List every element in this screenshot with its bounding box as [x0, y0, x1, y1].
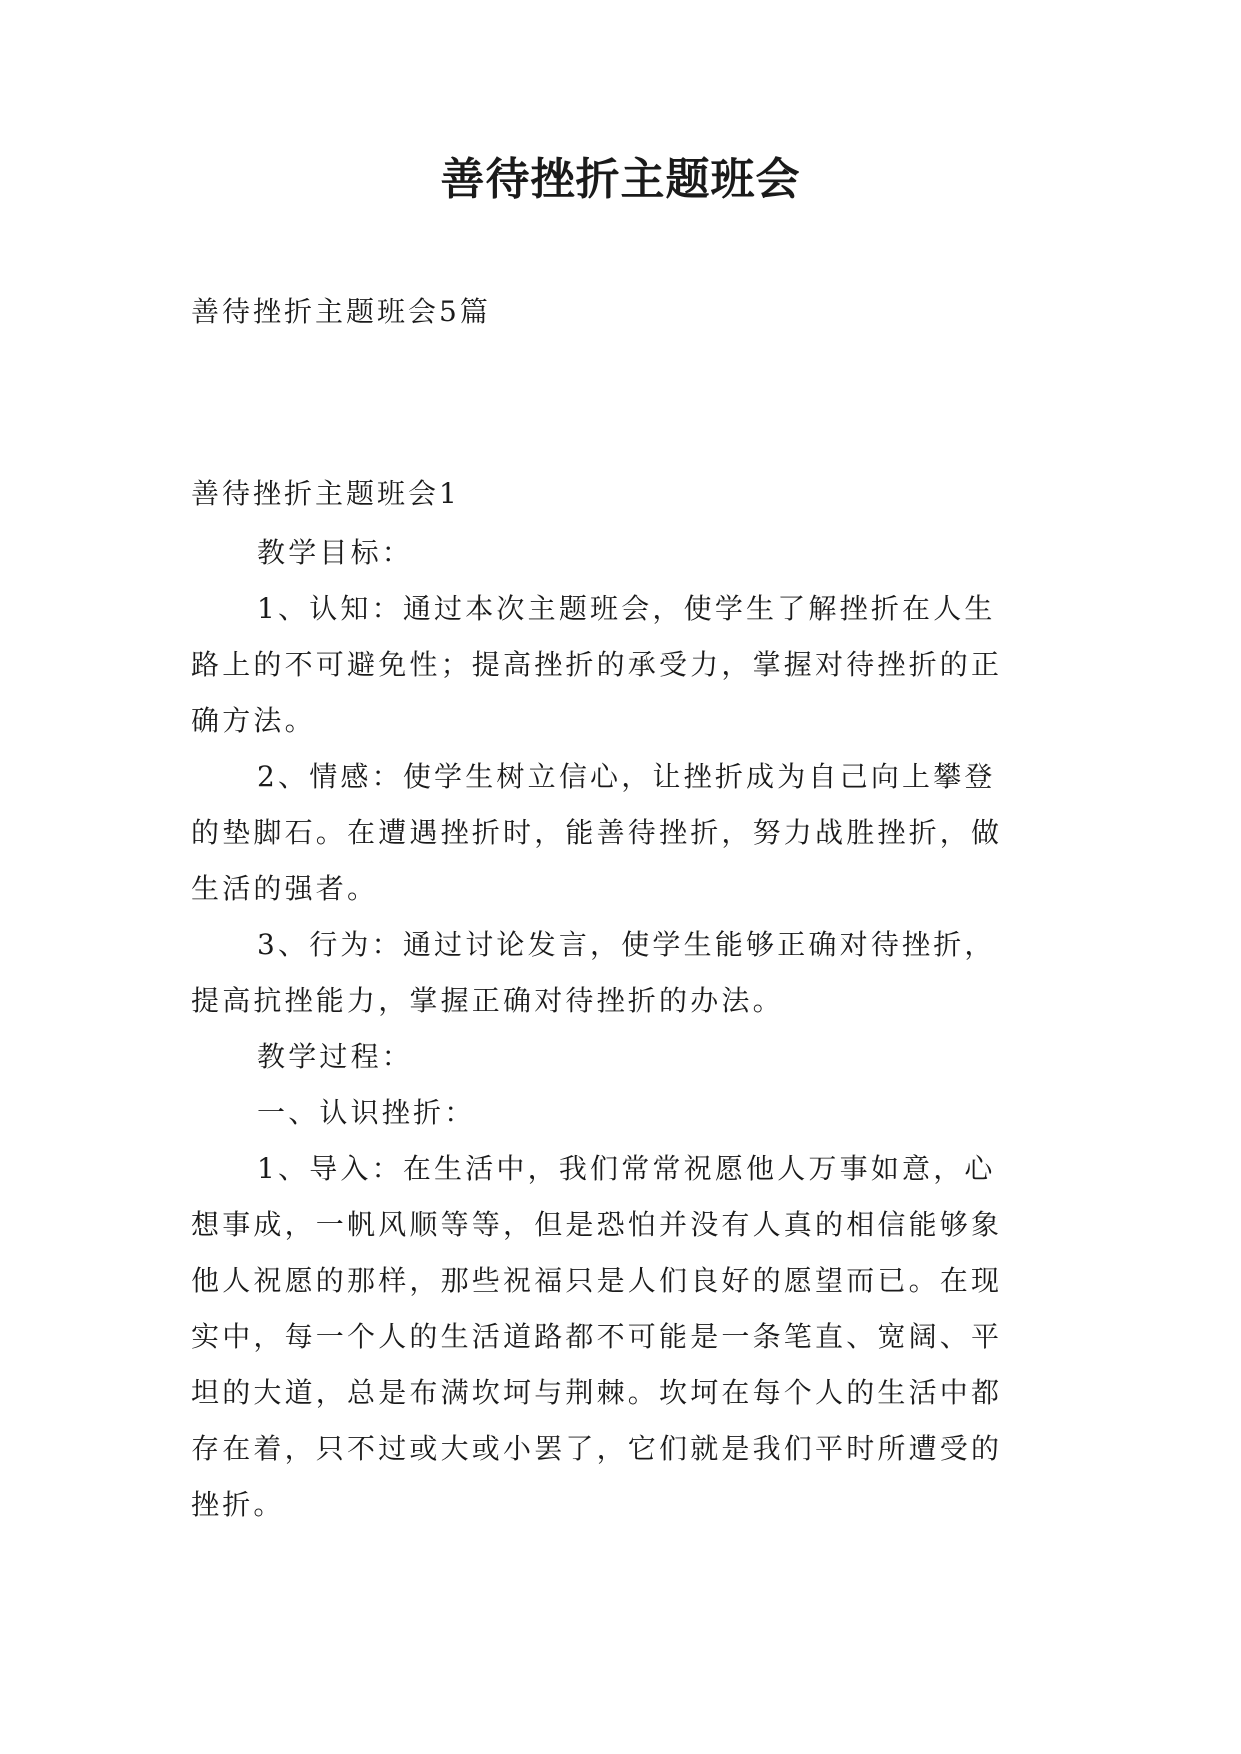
document-title: 善待挫折主题班会	[440, 154, 801, 205]
paragraph-line: 1、导入：在生活中，我们常常祝愿他人万事如意，心	[257, 1152, 996, 1185]
document-body	[191, 525, 1051, 1533]
paragraph-line: 他人祝愿的那样，那些祝福只是人们良好的愿望而已。在现	[191, 1264, 1003, 1297]
paragraph-line: 2、情感：使学生树立信心，让挫折成为自己向上攀登	[257, 760, 996, 793]
paragraph-line: 想事成，一帆风顺等等，但是恐怕并没有人真的相信能够象	[191, 1208, 1003, 1241]
paragraph-line: 3、行为：通过讨论发言，使学生能够正确对待挫折，	[257, 928, 996, 961]
heading-teaching-objectives: 教学目标：	[257, 536, 414, 569]
paragraph-line: 提高抗挫能力，掌握正确对待挫折的办法。	[191, 984, 784, 1017]
paragraph-line: 存在着，只不过或大或小罢了，它们就是我们平时所遭受的	[191, 1432, 1003, 1465]
paragraph-line: 1、认知：通过本次主题班会，使学生了解挫折在人生	[257, 592, 996, 625]
paragraph-line: 生活的强者。	[191, 872, 379, 905]
paragraph-line: 的垫脚石。在遭遇挫折时，能善待挫折，努力战胜挫折，做	[191, 816, 1003, 849]
document-subtitle: 善待挫折主题班会5篇	[191, 295, 491, 328]
subheading-recognize-setbacks: 一、认识挫折：	[257, 1096, 476, 1129]
paragraph-line: 挫折。	[191, 1488, 285, 1521]
paragraph-line: 确方法。	[191, 704, 316, 737]
section-heading: 善待挫折主题班会1	[191, 477, 460, 510]
paragraph-line: 实中，每一个人的生活道路都不可能是一条笔直、宽阔、平	[191, 1320, 1003, 1353]
heading-teaching-process: 教学过程：	[257, 1040, 414, 1073]
paragraph-line: 路上的不可避免性；提高挫折的承受力，掌握对待挫折的正	[191, 648, 1003, 681]
paragraph-line: 坦的大道，总是布满坎坷与荆棘。坎坷在每个人的生活中都	[191, 1376, 1003, 1409]
